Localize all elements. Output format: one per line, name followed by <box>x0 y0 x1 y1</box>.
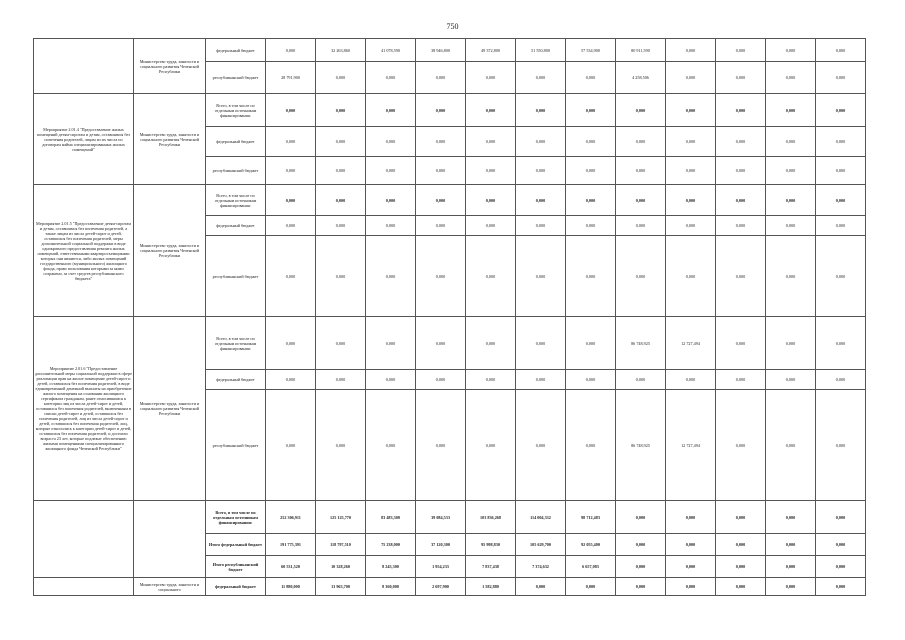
amount-cell: 51 550,800 <box>516 39 566 62</box>
amount-cell: 0,000 <box>566 578 616 596</box>
amount-cell: 0,000 <box>816 94 866 127</box>
amount-cell: 0,000 <box>566 127 616 157</box>
amount-cell: 0,000 <box>666 127 716 157</box>
amount-cell: 0,000 <box>266 390 316 501</box>
amount-cell: 103 836,268 <box>466 501 516 534</box>
amount-cell: 0,000 <box>516 236 566 317</box>
amount-cell: 0,000 <box>616 216 666 236</box>
amount-cell: 0,000 <box>366 216 416 236</box>
amount-cell: 0,000 <box>416 157 466 185</box>
amount-cell: 0,000 <box>816 127 866 157</box>
amount-cell: 0,000 <box>416 185 466 216</box>
amount-cell: 0,000 <box>616 534 666 556</box>
amount-cell: 0,000 <box>566 236 616 317</box>
amount-cell: 0,000 <box>616 578 666 596</box>
table-row <box>34 94 866 127</box>
amount-cell: 0,000 <box>716 534 766 556</box>
amount-cell: 0,000 <box>416 390 466 501</box>
amount-cell: 0,000 <box>716 94 766 127</box>
amount-cell: 0,000 <box>516 62 566 94</box>
amount-cell: 0,000 <box>716 370 766 390</box>
funding-source-cell: Итого федеральный бюджет <box>206 534 266 556</box>
amount-cell: 0,000 <box>366 390 416 501</box>
amount-cell: 0,000 <box>316 390 366 501</box>
funding-source-cell: Итого республиканский бюджет <box>206 556 266 578</box>
funding-source-cell: федеральный бюджет <box>206 127 266 157</box>
amount-cell: 0,000 <box>566 157 616 185</box>
amount-cell: 0,000 <box>266 94 316 127</box>
amount-cell: 0,000 <box>816 317 866 370</box>
amount-cell: 0,000 <box>316 370 366 390</box>
amount-cell: 0,000 <box>666 556 716 578</box>
amount-cell: 0,000 <box>366 157 416 185</box>
amount-cell: 0,000 <box>816 185 866 216</box>
amount-cell: 41 078,590 <box>366 39 416 62</box>
budget-table-body <box>34 39 866 596</box>
amount-cell: 8 360,000 <box>366 578 416 596</box>
amount-cell: 0,000 <box>666 185 716 216</box>
amount-cell: 0,000 <box>766 317 816 370</box>
event-description-cell: Мероприятие 2.01.6 "Предоставление дополнительной меры социальной поддержки в сфере реализации прав на жилое помещение детей-сирот и детей, оставшихся без попечения родителей, в виде единовременной денежной выплаты на приобретение жилого помещения на основании жилищного сертификата гражданам, ранее относившимся к категории лиц из числа детей-сирот и детей, оставшихся без попечения родителей, включенным в списки детей-сирот и детей, оставшихся без попечения родителей, лиц из числа детей-сирот и детей, оставшихся без попечения родителей, лиц, которые относились к категории детей-сирот и детей, оставшихся без попечения родителей, и достигли возраста 23 лет, которые подлежат обеспечению жилыми помещениями специализированного жилищного фонда Чеченской Республики" <box>34 317 134 501</box>
event-description-cell: Мероприятие 2.01.4 "Предоставление жилых помещений детям-сиротам и детям, оставшимся без попечения родителей, лицам из их числа по договорам найма специализированных жилых помещений" <box>34 94 134 185</box>
amount-cell: 105 629,700 <box>516 534 566 556</box>
amount-cell: 60 531,520 <box>266 556 316 578</box>
amount-cell: 28 791,900 <box>266 62 316 94</box>
amount-cell: 0,000 <box>416 216 466 236</box>
amount-cell: 0,000 <box>816 534 866 556</box>
amount-cell: 0,000 <box>566 216 616 236</box>
amount-cell: 0,000 <box>616 556 666 578</box>
executor-cell: Министерство труда, занятости и социального развития Чеченской Республики <box>134 185 206 317</box>
amount-cell: 0,000 <box>666 534 716 556</box>
amount-cell: 0,000 <box>466 236 516 317</box>
event-description-cell <box>34 501 134 578</box>
amount-cell: 0,000 <box>316 127 366 157</box>
amount-cell: 0,000 <box>366 62 416 94</box>
amount-cell: 0,000 <box>516 578 566 596</box>
amount-cell: 0,000 <box>816 39 866 62</box>
amount-cell: 0,000 <box>716 578 766 596</box>
amount-cell: 13 963,700 <box>316 578 366 596</box>
amount-cell: 0,000 <box>766 370 816 390</box>
event-description-cell: Мероприятие 2.01.5 "Предоставление детям-сиротам и детям, оставшимся без попечения родителей, а также лицам из числа детей-сирот и детей, оставшихся без попечения родителей, меры дополнительной социальной поддержки в виде однократного предоставления ремонта жилых помещений, ответственными квартиросъемщиками которых они являются, либо жилых помещений государственного (муниципального) жилищного фонда, право пользования которыми за ними сохранено, за счет средств республиканского бюджета" <box>34 185 134 317</box>
amount-cell: 0,000 <box>616 157 666 185</box>
amount-cell: 57 534,900 <box>566 39 616 62</box>
amount-cell: 0,000 <box>566 370 616 390</box>
amount-cell: 0,000 <box>816 578 866 596</box>
amount-cell: 118 797,510 <box>316 534 366 556</box>
amount-cell: 0,000 <box>766 157 816 185</box>
funding-source-cell: Всего, в том числе по отдельным источникам финансирования: <box>206 185 266 216</box>
amount-cell: 0,000 <box>516 216 566 236</box>
executor-cell: Министерство труда, занятости и социального развития Чеченской Республики <box>134 39 206 94</box>
amount-cell: 0,000 <box>266 236 316 317</box>
amount-cell: 0,000 <box>316 157 366 185</box>
amount-cell: 0,000 <box>366 370 416 390</box>
amount-cell: 32 263,860 <box>316 39 366 62</box>
executor-cell: Министерство труда, занятости и социального <box>134 578 206 596</box>
funding-source-cell: Всего, в том числе по отдельным источникам финансирования: <box>206 501 266 534</box>
amount-cell: 0,000 <box>366 94 416 127</box>
funding-source-cell: республиканский бюджет <box>206 236 266 317</box>
amount-cell: 0,000 <box>266 157 316 185</box>
amount-cell: 0,000 <box>316 185 366 216</box>
amount-cell: 0,000 <box>716 317 766 370</box>
amount-cell: 0,000 <box>616 185 666 216</box>
amount-cell: 0,000 <box>566 94 616 127</box>
amount-cell: 7 374,632 <box>516 556 566 578</box>
amount-cell: 0,000 <box>466 127 516 157</box>
amount-cell: 0,000 <box>316 317 366 370</box>
amount-cell: 0,000 <box>266 216 316 236</box>
amount-cell: 0,000 <box>716 216 766 236</box>
amount-cell: 39 084,533 <box>416 501 466 534</box>
amount-cell: 0,000 <box>766 501 816 534</box>
amount-cell: 0,000 <box>366 127 416 157</box>
executor-cell: Министерство труда, занятости и социального развития Чеченской Республики <box>134 94 206 185</box>
amount-cell: 0,000 <box>466 216 516 236</box>
amount-cell: 0,000 <box>716 390 766 501</box>
amount-cell: 80 911,590 <box>616 39 666 62</box>
amount-cell: 0,000 <box>666 236 716 317</box>
amount-cell: 0,000 <box>316 216 366 236</box>
amount-cell: 0,000 <box>466 94 516 127</box>
amount-cell: 95 998,830 <box>466 534 516 556</box>
amount-cell: 0,000 <box>416 370 466 390</box>
amount-cell: 0,000 <box>816 501 866 534</box>
amount-cell: 0,000 <box>766 127 816 157</box>
amount-cell: 0,000 <box>316 236 366 317</box>
amount-cell: 0,000 <box>466 157 516 185</box>
amount-cell: 49 372,800 <box>466 39 516 62</box>
amount-cell: 0,000 <box>766 39 816 62</box>
amount-cell: 0,000 <box>466 62 516 94</box>
amount-cell: 10 328,260 <box>316 556 366 578</box>
amount-cell: 0,000 <box>816 236 866 317</box>
amount-cell: 38 946,800 <box>416 39 466 62</box>
amount-cell: 0,000 <box>666 39 716 62</box>
amount-cell: 0,000 <box>266 370 316 390</box>
amount-cell: 0,000 <box>416 127 466 157</box>
amount-cell: 0,000 <box>716 62 766 94</box>
amount-cell: 125 125,770 <box>316 501 366 534</box>
amount-cell: 7 837,438 <box>466 556 516 578</box>
amount-cell: 0,000 <box>716 157 766 185</box>
amount-cell: 1 582,880 <box>466 578 516 596</box>
funding-source-cell: федеральный бюджет <box>206 370 266 390</box>
amount-cell: 0,000 <box>816 556 866 578</box>
amount-cell: 0,000 <box>316 62 366 94</box>
amount-cell: 2 697,900 <box>416 578 466 596</box>
funding-source-cell: республиканский бюджет <box>206 62 266 94</box>
amount-cell: 0,000 <box>466 370 516 390</box>
amount-cell: 0,000 <box>716 127 766 157</box>
amount-cell: 191 775,391 <box>266 534 316 556</box>
amount-cell: 0,000 <box>416 62 466 94</box>
amount-cell: 0,000 <box>766 216 816 236</box>
amount-cell: 1 954,233 <box>416 556 466 578</box>
page-number: 750 <box>446 22 459 31</box>
amount-cell: 11 880,000 <box>266 578 316 596</box>
executor-cell: Министерство труда, занятости и социального развития Чеченской Республики <box>134 317 206 501</box>
amount-cell: 0,000 <box>516 185 566 216</box>
amount-cell: 0,000 <box>516 127 566 157</box>
amount-cell: 0,000 <box>766 62 816 94</box>
budget-table <box>33 38 866 596</box>
amount-cell: 0,000 <box>466 390 516 501</box>
amount-cell: 0,000 <box>616 370 666 390</box>
amount-cell: 0,000 <box>716 236 766 317</box>
table-row <box>34 39 866 62</box>
table-row <box>34 578 866 596</box>
amount-cell: 0,000 <box>266 317 316 370</box>
amount-cell: 12 727,494 <box>666 390 716 501</box>
amount-cell: 0,000 <box>766 534 816 556</box>
amount-cell: 6 657,083 <box>566 556 616 578</box>
amount-cell: 0,000 <box>766 578 816 596</box>
amount-cell: 0,000 <box>366 185 416 216</box>
amount-cell: 0,000 <box>816 157 866 185</box>
amount-cell: 0,000 <box>816 370 866 390</box>
amount-cell: 98 712,483 <box>566 501 616 534</box>
amount-cell: 8 245,300 <box>366 556 416 578</box>
amount-cell: 0,000 <box>666 216 716 236</box>
table-row <box>34 185 866 216</box>
amount-cell: 0,000 <box>266 185 316 216</box>
funding-source-cell: Всего, в том числе по отдельным источникам финансирования: <box>206 317 266 370</box>
funding-source-cell: федеральный бюджет <box>206 39 266 62</box>
amount-cell: 4 258,506 <box>616 62 666 94</box>
amount-cell: 0,000 <box>466 317 516 370</box>
amount-cell: 0,000 <box>366 317 416 370</box>
amount-cell: 0,000 <box>316 94 366 127</box>
amount-cell: 92 055,400 <box>566 534 616 556</box>
amount-cell: 0,000 <box>816 62 866 94</box>
event-description-cell <box>34 39 134 94</box>
table-row <box>34 501 866 534</box>
amount-cell: 0,000 <box>516 317 566 370</box>
amount-cell: 86 748,925 <box>616 317 666 370</box>
amount-cell: 0,000 <box>666 62 716 94</box>
amount-cell: 114 004,332 <box>516 501 566 534</box>
amount-cell: 0,000 <box>666 157 716 185</box>
funding-source-cell: федеральный бюджет <box>206 578 266 596</box>
amount-cell: 0,000 <box>666 370 716 390</box>
amount-cell: 0,000 <box>666 94 716 127</box>
amount-cell: 252 306,911 <box>266 501 316 534</box>
amount-cell: 0,000 <box>566 317 616 370</box>
amount-cell: 0,000 <box>716 39 766 62</box>
amount-cell: 0,000 <box>716 185 766 216</box>
amount-cell: 0,000 <box>416 236 466 317</box>
amount-cell: 0,000 <box>616 127 666 157</box>
amount-cell: 0,000 <box>666 501 716 534</box>
funding-source-cell: федеральный бюджет <box>206 216 266 236</box>
amount-cell: 83 483,300 <box>366 501 416 534</box>
amount-cell: 0,000 <box>516 94 566 127</box>
amount-cell: 0,000 <box>266 127 316 157</box>
table-row <box>34 317 866 370</box>
funding-source-cell: республиканский бюджет <box>206 390 266 501</box>
amount-cell: 0,000 <box>566 390 616 501</box>
amount-cell: 86 748,925 <box>616 390 666 501</box>
executor-cell <box>134 501 206 578</box>
amount-cell: 37 120,300 <box>416 534 466 556</box>
funding-source-cell: республиканский бюджет <box>206 157 266 185</box>
amount-cell: 0,000 <box>466 185 516 216</box>
amount-cell: 0,000 <box>766 236 816 317</box>
amount-cell: 0,000 <box>516 157 566 185</box>
amount-cell: 0,000 <box>266 39 316 62</box>
amount-cell: 0,000 <box>616 236 666 317</box>
amount-cell: 0,000 <box>366 236 416 317</box>
amount-cell: 0,000 <box>616 501 666 534</box>
amount-cell: 0,000 <box>566 185 616 216</box>
amount-cell: 0,000 <box>766 94 816 127</box>
amount-cell: 0,000 <box>616 94 666 127</box>
amount-cell: 0,000 <box>416 317 466 370</box>
amount-cell: 0,000 <box>816 390 866 501</box>
amount-cell: 0,000 <box>766 556 816 578</box>
amount-cell: 0,000 <box>816 216 866 236</box>
amount-cell: 75 238,000 <box>366 534 416 556</box>
funding-source-cell: Всего, в том числе по отдельным источникам финансирования: <box>206 94 266 127</box>
amount-cell: 0,000 <box>416 94 466 127</box>
amount-cell: 0,000 <box>566 62 616 94</box>
amount-cell: 0,000 <box>516 390 566 501</box>
amount-cell: 0,000 <box>716 501 766 534</box>
amount-cell: 0,000 <box>716 556 766 578</box>
amount-cell: 0,000 <box>766 390 816 501</box>
amount-cell: 0,000 <box>666 578 716 596</box>
amount-cell: 0,000 <box>516 370 566 390</box>
amount-cell: 0,000 <box>766 185 816 216</box>
event-description-cell <box>34 578 134 596</box>
amount-cell: 12 727,494 <box>666 317 716 370</box>
